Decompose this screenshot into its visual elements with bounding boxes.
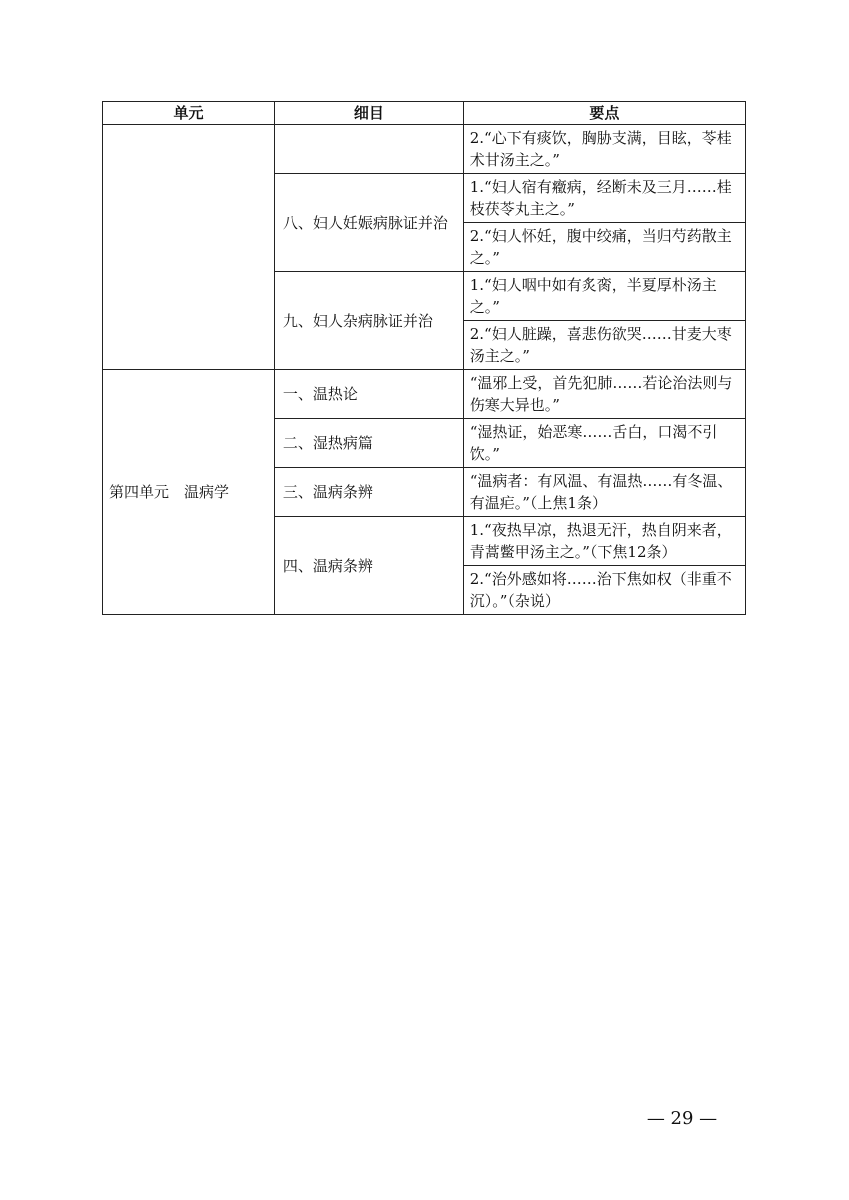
point-cell: 2.“妇人脏躁，喜悲伤欲哭……甘麦大枣汤主之。” xyxy=(463,321,745,370)
unit-cell-continued xyxy=(103,125,275,370)
table-header-row xyxy=(103,102,746,125)
point-cell: 2.“治外感如将……治下焦如权（非重不沉）。”（杂说） xyxy=(463,566,745,615)
point-cell: “温病者：有风温、有温热……有冬温、有温疟。”（上焦1条） xyxy=(463,468,745,517)
point-cell: 2.“妇人怀妊，腹中绞痛，当归芍药散主之。” xyxy=(463,223,745,272)
item-cell: 一、温热论 xyxy=(274,370,463,419)
page-number: — 29 — xyxy=(646,1108,718,1129)
point-cell: “温邪上受，首先犯肺……若论治法则与伤寒大异也。” xyxy=(463,370,745,419)
point-cell: 1.“妇人咽中如有炙脔，半夏厚朴汤主之。” xyxy=(463,272,745,321)
point-cell: 2.“心下有痰饮，胸胁支满，目眩，苓桂术甘汤主之。” xyxy=(463,125,745,174)
table-row xyxy=(103,125,746,174)
item-cell: 九、妇人杂病脉证并治 xyxy=(274,272,463,370)
header-point: 要点 xyxy=(463,102,745,125)
item-cell-continued xyxy=(274,125,463,174)
item-cell: 二、湿热病篇 xyxy=(274,419,463,468)
item-cell: 八、妇人妊娠病脉证并治 xyxy=(274,174,463,272)
item-cell: 三、温病条辨 xyxy=(274,468,463,517)
header-unit: 单元 xyxy=(103,102,275,125)
point-cell: 1.“妇人宿有癥病，经断未及三月……桂枝茯苓丸主之。” xyxy=(463,174,745,223)
item-cell: 四、温病条辨 xyxy=(274,517,463,615)
unit-cell: 第四单元 温病学 xyxy=(103,370,275,615)
header-item: 细目 xyxy=(274,102,463,125)
point-cell: 1.“夜热早凉，热退无汗，热自阴来者，青蒿鳖甲汤主之。”（下焦12条） xyxy=(463,517,745,566)
point-cell: “湿热证，始恶寒……舌白，口渴不引饮。” xyxy=(463,419,745,468)
syllabus-table xyxy=(102,101,746,615)
table-row xyxy=(103,370,746,419)
